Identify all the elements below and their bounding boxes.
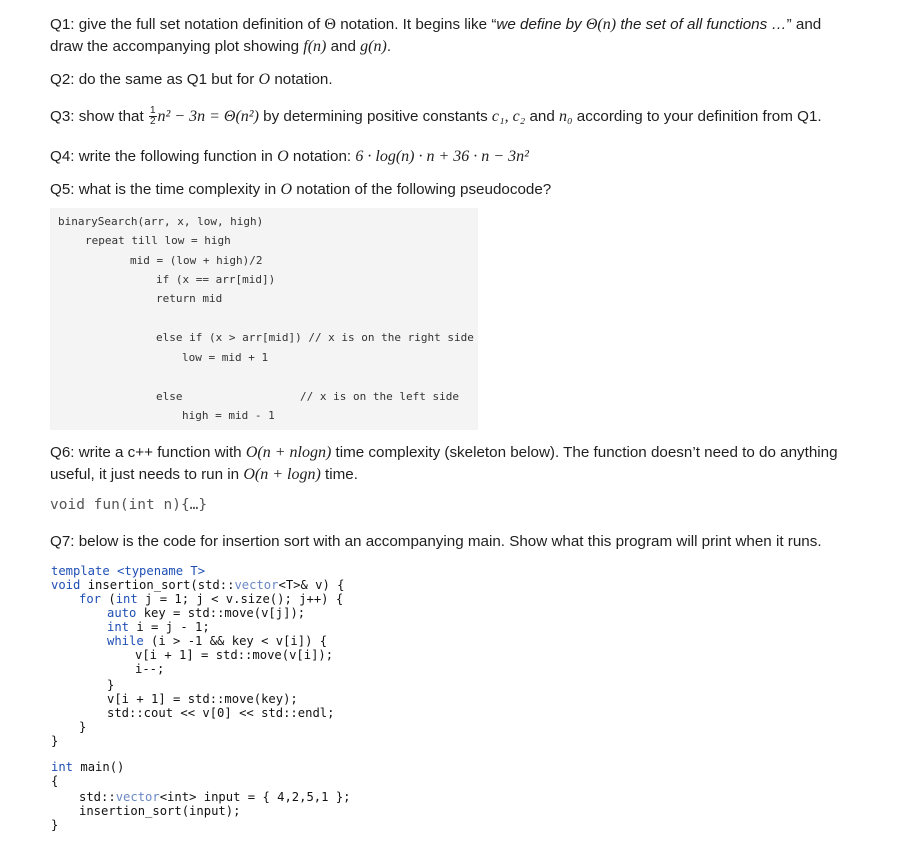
- question-2: Q2: do the same as Q1 but for O notation.: [50, 71, 333, 88]
- pseudocode-line: repeat till low = high: [85, 234, 231, 247]
- code-line: std::cout << v[0] << std::endl;: [107, 706, 335, 720]
- code-line: }: [107, 678, 115, 692]
- pseudocode-line: else if (x > arr[mid]) // x is on the right side: [156, 331, 474, 344]
- code-line: int i = j - 1;: [107, 620, 210, 634]
- pseudocode-line: mid = (low + high)/2: [130, 254, 263, 267]
- question-7: Q7: below is the code for insertion sort with an accompanying main. Show what this program will print when it runs.: [50, 533, 822, 550]
- question-3: Q3: show that $\frac{1}{2}$ n² − 3n = Θ(n²) by determining positive constants c₁, c₂ and n₀ according to your definition from Q1.: [50, 105, 822, 128]
- code-line: {: [51, 774, 59, 788]
- code-line: }: [79, 720, 87, 734]
- fraction-one-half: $\frac{1}{2}$: [149, 105, 156, 128]
- pseudocode-line: if (x == arr[mid]): [156, 273, 276, 286]
- question-1-line-2: draw the accompanying plot showing f(n) and g(n).: [50, 38, 392, 55]
- pseudocode-line: high = mid - 1: [182, 409, 275, 422]
- code-line: while (i > -1 && key < v[i]) {: [107, 634, 328, 648]
- code-line: i--;: [135, 662, 165, 676]
- function-skeleton: void fun(int n){…}: [50, 497, 208, 513]
- pseudocode-block: [50, 208, 478, 430]
- question-1-line-1: Q1: give the full set notation definition of Θ notation. It begins like “we define by Θ(n) the set of all functions …” and: [50, 16, 822, 33]
- pseudocode-line: binarySearch(arr, x, low, high): [58, 215, 264, 228]
- question-6: Q6: write a c++ function with O(n + nlogn) time complexity (skeleton below). The function doesn’t need to do anything useful, it just needs to run in O(n + logn) time.: [50, 444, 838, 483]
- code-line: insertion_sort(input);: [79, 804, 241, 818]
- code-line: }: [51, 818, 59, 832]
- pseudocode-line: else: [156, 390, 183, 403]
- code-line: }: [51, 734, 59, 748]
- question-4: Q4: write the following function in O notation: 6 · log(n) · n + 36 · n − 3n²: [50, 148, 529, 165]
- code-line: v[i + 1] = std::move(key);: [107, 692, 298, 706]
- code-line: template <typename T>: [51, 564, 206, 578]
- pseudocode-line: low = mid + 1: [182, 351, 269, 364]
- code-line: auto key = std::move(v[j]);: [107, 606, 306, 620]
- code-line: for (int j = 1; j < v.size(); j++) {: [79, 592, 344, 606]
- pseudocode-line: return mid: [156, 292, 223, 305]
- code-line: void insertion_sort(std::vector<T>& v) {: [51, 578, 345, 592]
- code-line: v[i + 1] = std::move(v[i]);: [135, 648, 334, 662]
- code-line: int main(): [51, 760, 125, 774]
- question-1: [50, 14, 821, 58]
- code-line: std::vector<int> input = { 4,2,5,1 };: [79, 790, 351, 804]
- pseudocode-comment: // x is on the left side: [300, 390, 459, 403]
- question-5: Q5: what is the time complexity in O notation of the following pseudocode?: [50, 181, 552, 198]
